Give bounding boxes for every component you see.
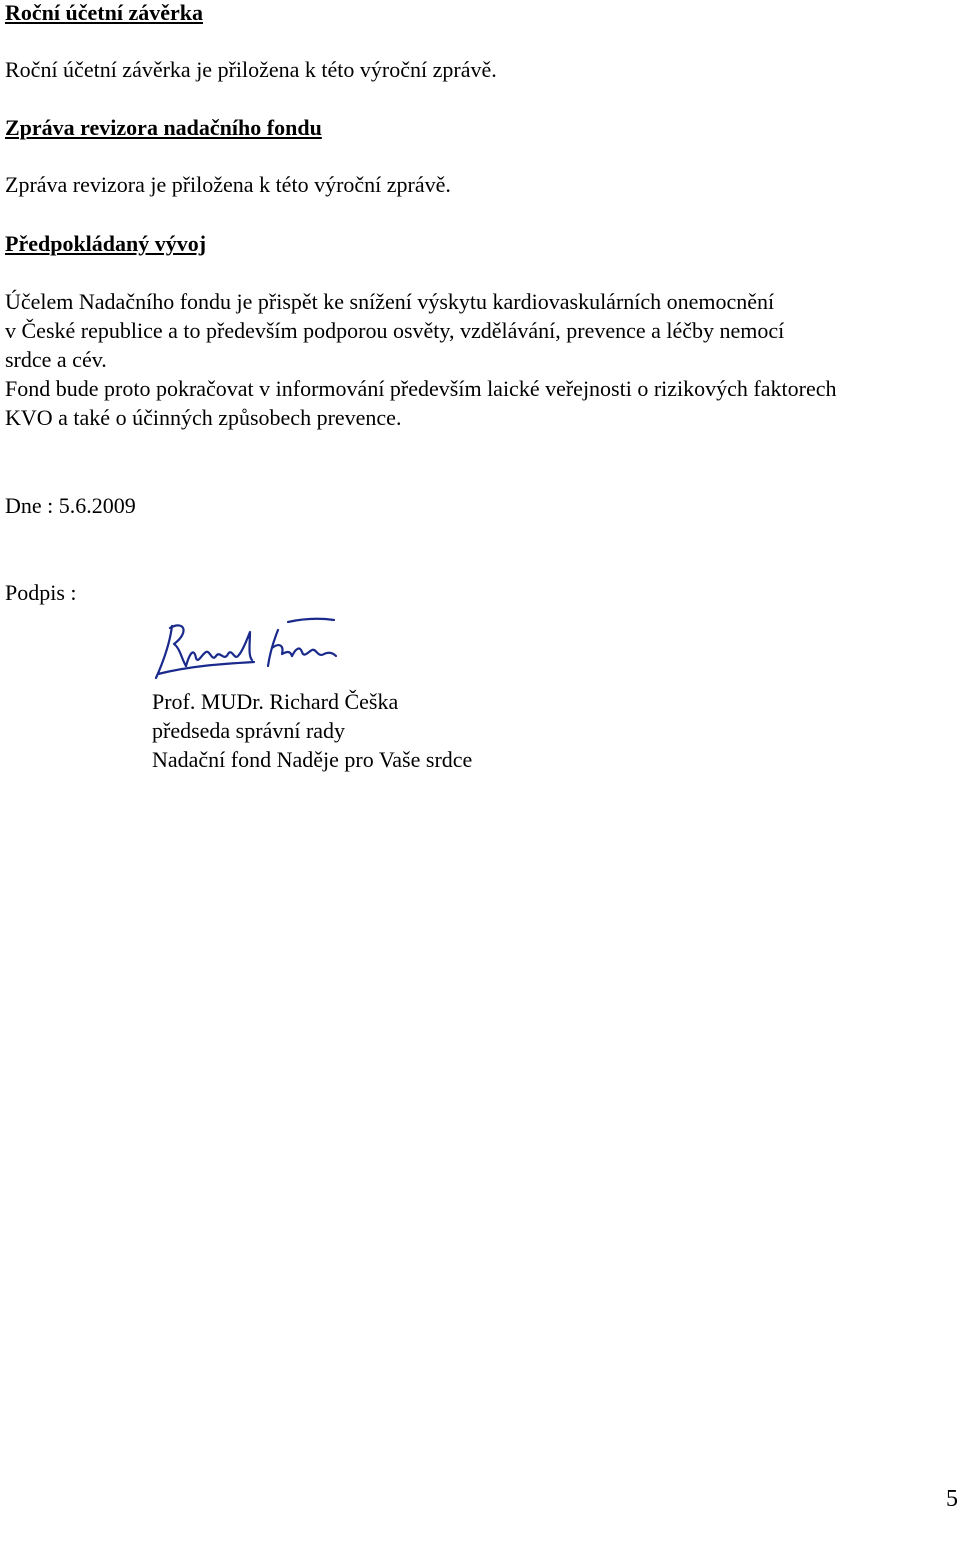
outlook-line: Fond bude proto pokračovat v informování především laické veřejnosti o rizikových faktorech: [5, 376, 837, 401]
signature-stroke: [272, 645, 292, 656]
signature-stroke: [186, 632, 252, 666]
signatory-name: Prof. MUDr. Richard Češka: [152, 689, 399, 714]
date-line: Dne : 5.6.2009: [5, 493, 136, 518]
annual-report-heading: Roční účetní závěrka: [5, 0, 203, 25]
signature-stroke: [158, 662, 254, 674]
outlook-line: v České republice a to především podporou osvěty, vzdělávání, prevence a léčby nemocí: [5, 318, 785, 343]
signatory-block: [152, 687, 472, 774]
outlook-line: srdce a cév.: [5, 347, 107, 372]
signature-stroke: [288, 619, 334, 622]
page-number: 5: [946, 1486, 958, 1512]
signatory-organization: Nadační fond Naděje pro Vaše srdce: [152, 747, 473, 772]
outlook-line: KVO a také o účinných způsobech prevence.: [5, 405, 402, 430]
signature-stroke: [156, 626, 172, 678]
signature-stroke: [170, 625, 186, 666]
handwritten-signature: [150, 612, 350, 684]
signatory-role: předseda správní rady: [152, 718, 346, 743]
signature-strokes: [156, 619, 336, 678]
auditor-report-heading: Zpráva revizora nadačního fondu: [5, 115, 322, 140]
auditor-report-text: Zpráva revizora je přiložena k této výroční zprávě.: [5, 172, 451, 197]
signature-label: Podpis :: [5, 580, 77, 605]
signature-stroke: [292, 649, 336, 656]
outlook-heading: Předpokládaný vývoj: [5, 231, 207, 256]
outlook-line: Účelem Nadačního fondu je přispět ke snížení výskytu kardiovaskulárních onemocnění: [5, 289, 775, 314]
outlook-body: [5, 287, 836, 432]
annual-report-text: Roční účetní závěrka je přiložena k této výroční zprávě.: [5, 57, 497, 82]
